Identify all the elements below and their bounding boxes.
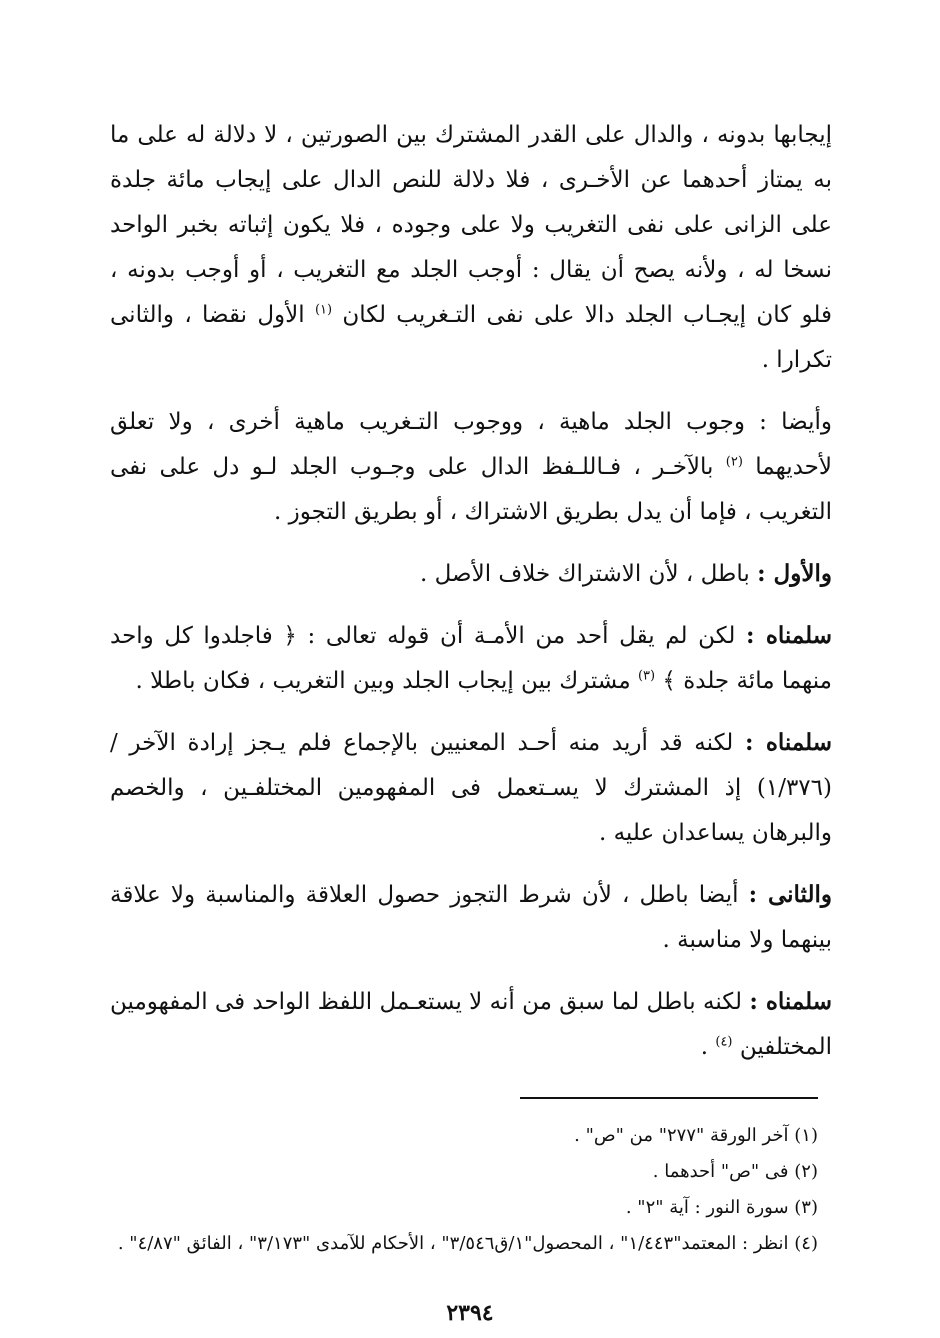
paragraph-lead: سلمناه : bbox=[746, 622, 833, 649]
paragraph-text: وأيضا : وجوب الجلد ماهية ، ووجوب التـغريب ماهية أخرى ، ولا تعلق لأحديهما bbox=[110, 409, 832, 480]
paragraph-tail: بالآخـر ، فـاللـفظ الدال على وجـوب الجلد لـو دل على نفى التغريب ، فإما أن يدل بطريق الاشتراك ، أو بطريق التجوز . bbox=[110, 454, 832, 525]
paragraph bbox=[110, 613, 832, 704]
footnote: (٤) انظر : المعتمد"١/٤٤٣" ، المحصول"١/ق٣/٥٤٦" ، الأحكام للآمدى "٣/١٧٣" ، الفائق "٤/٨٧" . bbox=[117, 1233, 818, 1254]
paragraph bbox=[110, 399, 832, 535]
paragraph-tail: . bbox=[700, 1034, 709, 1060]
paragraph-text: أيضا باطل ، لأن شرط التجوز حصول العلاقة والمناسبة ولا علاقة بينهما ولا مناسبة . bbox=[110, 882, 832, 953]
paragraph-text: باطل ، لأن الاشتراك خلاف الأصل . bbox=[420, 561, 750, 587]
paragraph-tail: مشترك بين إيجاب الجلد وبين التغريب ، فكان باطلا . bbox=[135, 668, 631, 694]
footnote-ref: (٢) bbox=[725, 454, 743, 470]
paragraph-lead: والأول : bbox=[757, 560, 832, 587]
paragraph-text: إيجابها بدونه ، والدال على القدر المشترك بين الصورتين ، لا دلالة له على ما به يمتاز أحدهما عن الأخـرى ، فلا دلالة للنص الدال على إيجاب مائة جلدة على الزانى على نفى التغريب ولا على وجوده ، فلا يكون إثباته بخبر الواحد نسخا له ، ولأنه يصح أن يقال : أوجب الجلد مع التغريب ، أو أوجب بدونه ، فلو كان إيجـاب الجلد دالا على نفى التـغريب لكان bbox=[110, 122, 832, 328]
footnote: (٣) سورة النور : آية "٢" . bbox=[625, 1197, 818, 1218]
paragraph bbox=[110, 979, 832, 1070]
paragraph bbox=[110, 720, 832, 856]
paragraph bbox=[110, 112, 832, 383]
paragraph-lead: سلمناه : bbox=[744, 729, 833, 756]
main-text bbox=[110, 112, 832, 1086]
paragraph bbox=[110, 551, 832, 597]
paragraph-text: لكن لم يقل أحد من الأمـة أن قوله تعالى : ﴿ فاجلدوا كل واحد منهما مائة جلدة ﴾ bbox=[110, 623, 832, 694]
footnotes bbox=[98, 1118, 818, 1262]
page-number: ٢٣٩٤ bbox=[446, 1300, 494, 1326]
footnote: (٢) فى "ص" أحدهما . bbox=[652, 1161, 818, 1182]
footnote: (١) آخر الورقة "٢٧٧" من "ص" . bbox=[574, 1125, 818, 1146]
footnote-ref: (٤) bbox=[715, 1034, 733, 1050]
paragraph-text: لكنه قد أريد منه أحـد المعنيين بالإجماع فلم يـجز إرادة الآخر / (١/٣٧٦) إذ المشترك لا يسـتعمل فى المفهومين المختلفـين ، والخصم والبرهان يساعدان عليه . bbox=[110, 730, 832, 846]
footnote-ref: (١) bbox=[314, 302, 333, 318]
footnote-ref: (٣) bbox=[637, 668, 656, 684]
paragraph-text: لكنه باطل لما سبق من أنه لا يستعـمل اللفظ الواحد فى المفهومين المختلفين bbox=[110, 989, 832, 1060]
paragraph-lead: سلمناه : bbox=[749, 988, 832, 1015]
paragraph bbox=[110, 872, 832, 963]
paragraph-tail: الأول نقضا ، والثانى تكرارا . bbox=[110, 302, 832, 373]
paragraph-lead: والثانى : bbox=[748, 881, 832, 908]
footnote-separator bbox=[520, 1097, 818, 1099]
